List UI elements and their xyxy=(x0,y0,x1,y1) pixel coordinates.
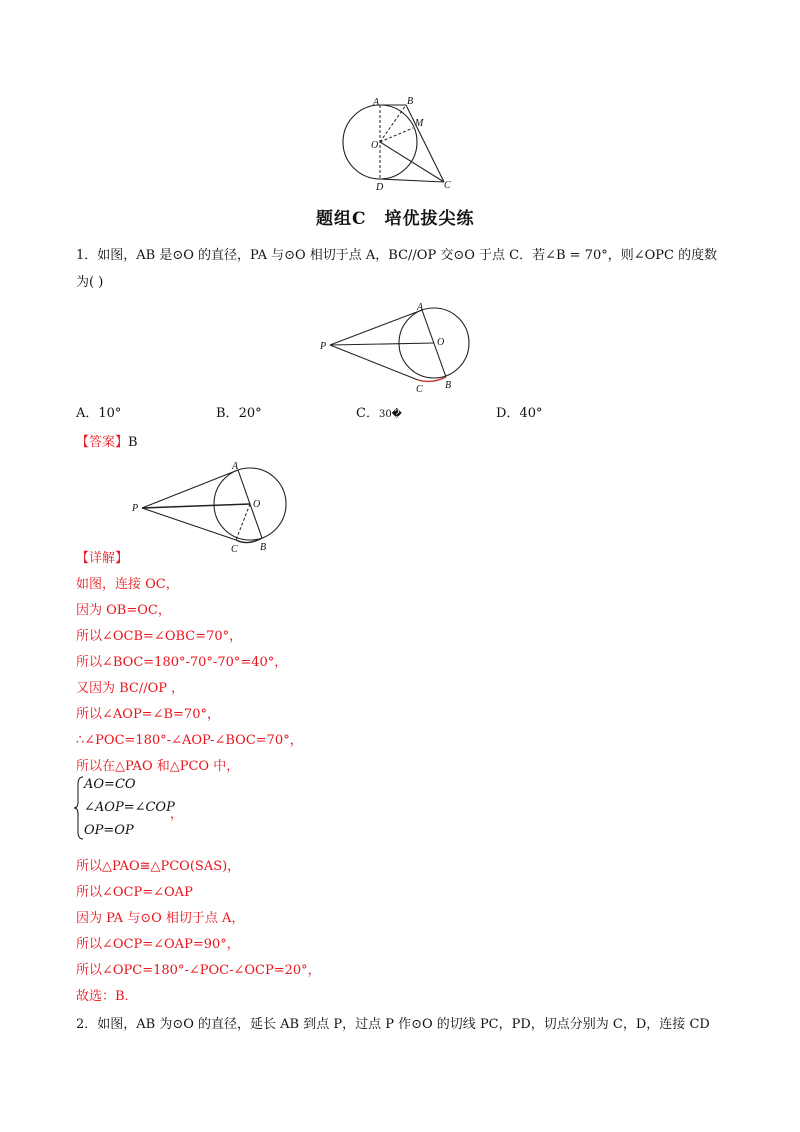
answer-segment-po xyxy=(142,504,250,508)
header-label-o: O xyxy=(371,140,379,151)
q1-option-c[interactable] xyxy=(356,402,402,421)
q1-tangent-pa xyxy=(330,310,422,345)
q1-stem-line2: 为( ) xyxy=(76,275,104,290)
q1-answer-figure xyxy=(128,458,298,554)
q2-stem-line1: 2．如图，AB 为⊙O 的直径，延长 AB 到点 P，过点 P 作⊙O 的切线 PC，PD，切点分别为 C，D，连接 CD xyxy=(76,1017,710,1032)
q1-stem-line1: 1．如图，AB 是⊙O 的直径，PA 与⊙O 相切于点 A，BC//OP 交⊙O 于点 C．若∠B = 70°，则∠OPC 的度数 xyxy=(76,248,718,263)
q1-option-a-letter: A． xyxy=(76,406,99,421)
system-eq-3: OP=OP xyxy=(84,823,134,838)
header-label-d: D xyxy=(376,182,384,193)
header-label-b: B xyxy=(407,96,414,107)
q1-option-d-letter: D． xyxy=(496,406,520,421)
q1-label-p: P xyxy=(320,341,327,352)
answer-label-b: B xyxy=(260,542,267,553)
q1-option-a[interactable] xyxy=(76,402,121,421)
answer-tangent-pa xyxy=(142,470,238,508)
q1-option-d[interactable] xyxy=(496,402,542,421)
solution2-line-1: 所以△PAO≅△PCO(SAS)， xyxy=(76,859,241,874)
header-figure xyxy=(340,96,460,196)
solution-line-1: 如图，连接 OC， xyxy=(76,577,179,592)
q1-figure xyxy=(318,300,478,396)
answer-tangent-pc xyxy=(142,508,236,540)
q1-option-c-letter: C． xyxy=(356,406,379,421)
solution-line-6: 所以∠AOP=∠B=70°， xyxy=(76,707,220,722)
header-segment-dc xyxy=(380,179,444,182)
solution-line-4: 所以∠BOC=180°-70°-70°=40°， xyxy=(76,655,288,670)
system-eq-1: AO=CO xyxy=(84,777,136,792)
header-label-c: C xyxy=(444,180,451,191)
answer-label-p: P xyxy=(132,503,139,514)
header-segment-ob xyxy=(380,105,406,142)
solution-line-3: 所以∠OCB=∠OBC=70°， xyxy=(76,629,243,644)
system-suffix: ， xyxy=(170,807,184,822)
q1-answer-value: B xyxy=(128,435,138,450)
solution2-line-2: 所以∠OCP=∠OAP xyxy=(76,885,193,900)
q1-option-b-letter: B． xyxy=(216,406,239,421)
header-segment-om xyxy=(380,128,413,142)
answer-label-a: A xyxy=(232,461,239,472)
q1-answer xyxy=(76,431,138,450)
header-label-a: A xyxy=(373,97,380,108)
solution2-line-6: 故选：B． xyxy=(76,989,138,1004)
system-brace xyxy=(74,776,84,840)
q1-option-c-value: 30� xyxy=(378,409,402,420)
system-eq-2: ∠AOP=∠COP xyxy=(84,800,175,815)
header-label-m: M xyxy=(415,118,424,129)
q1-label-c: C xyxy=(416,384,423,395)
answer-segment-oc xyxy=(236,504,250,540)
answer-label-o: O xyxy=(253,499,261,510)
q1-answer-label: 【答案】 xyxy=(76,435,129,450)
solution-line-2: 因为 OB=OC， xyxy=(76,603,171,618)
q1-label-a: A xyxy=(417,302,424,313)
solution2-line-3: 因为 PA 与⊙O 相切于点 A， xyxy=(76,911,245,926)
q1-label-o: O xyxy=(437,337,445,348)
q1-option-d-value: 40° xyxy=(519,406,543,421)
answer-label-c: C xyxy=(231,544,238,554)
solution-line-7: ∴∠POC=180°-∠AOP-∠BOC=70°， xyxy=(76,733,303,748)
solution2-line-5: 所以∠OPC=180°-∠POC-∠OCP=20°， xyxy=(76,963,321,978)
section-title: 题组C 培优拔尖练 xyxy=(316,209,475,229)
q1-detail-label: 【详解】 xyxy=(76,551,129,566)
q1-option-b-value: 20° xyxy=(238,406,262,421)
q1-segment-po xyxy=(330,343,434,345)
q1-label-b: B xyxy=(445,380,452,391)
solution2-line-4: 所以∠OCP=∠OAP=90°， xyxy=(76,937,240,952)
solution-line-8: 所以在△PAO 和△PCO 中， xyxy=(76,759,240,774)
q1-option-b[interactable] xyxy=(216,402,262,421)
q1-option-a-value: 10° xyxy=(98,406,122,421)
solution-line-5: 又因为 BC//OP ， xyxy=(76,681,185,696)
